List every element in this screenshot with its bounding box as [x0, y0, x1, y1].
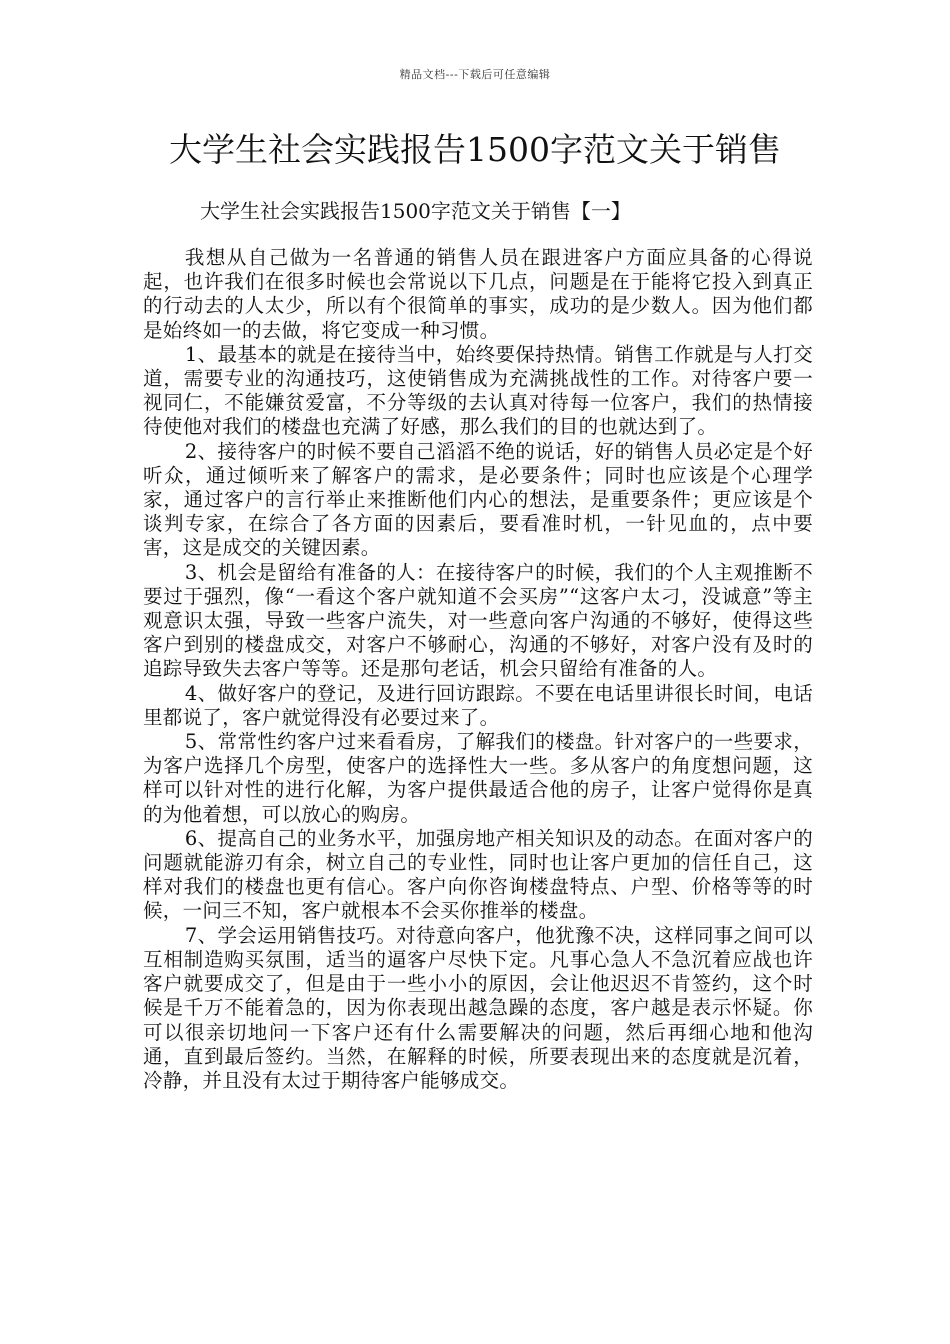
paragraph-point-3: 3、机会是留给有准备的人：在接待客户的时候，我们的个人主观推断不要过于强烈，像“一看这个客户就知道不会买房”“这客户太刁，没诚意”等主观意识太强，导致一些客户流失，对一些意向客户沟通的不够好，使得这些客户到别的楼盘成交，对客户不够耐心，沟通的不够好，对客户没有及时的追踪导致失去客户等等。还是那句老话，机会只留给有准备的人。: [143, 560, 813, 681]
paragraph-point-7: 7、学会运用销售技巧。对待意向客户，他犹豫不决，这样同事之间可以互相制造购买氛围，适当的逼客户尽快下定。凡事心急人不急沉着应战也许客户就要成交了，但是由于一些小小的原因，会让他迟迟不肯签约，这个时候是千万不能着急的，因为你表现出越急躁的态度，客户越是表示怀疑。你可以很亲切地问一下客户还有什么需要解决的问题，然后再细心地和他沟通，直到最后签约。当然，在解释的时候，所要表现出来的态度就是沉着，冷静，并且没有太过于期待客户能够成交。: [143, 923, 813, 1092]
document-title: 大学生社会实践报告1500字范文关于销售: [169, 130, 781, 169]
document-body: [143, 246, 813, 1093]
document-subtitle: 大学生社会实践报告1500字范文关于销售【一】: [200, 199, 631, 223]
paragraph-point-6: 6、提高自己的业务水平，加强房地产相关知识及的动态。在面对客户的问题就能游刃有余，树立自己的专业性，同时也让客户更加的信任自己，这样对我们的楼盘也更有信心。客户向你咨询楼盘特点、户型、价格等等的时候，一问三不知，客户就根本不会买你推举的楼盘。: [143, 826, 813, 923]
paragraph-point-1: 1、最基本的就是在接待当中，始终要保持热情。销售工作就是与人打交道，需要专业的沟通技巧，这使销售成为充满挑战性的工作。对待客户要一视同仁，不能嫌贫爱富，不分等级的去认真对待每一位客户，我们的热情接待使他对我们的楼盘也充满了好感，那么我们的目的也就达到了。: [143, 342, 813, 439]
paragraph-point-2: 2、接待客户的时候不要自己滔滔不绝的说话，好的销售人员必定是个好听众，通过倾听来了解客户的需求，是必要条件；同时也应该是个心理学家，通过客户的言行举止来推断他们内心的想法，是重要条件；更应该是个谈判专家，在综合了各方面的因素后，要看准时机，一针见血的，点中要害，这是成交的关键因素。: [143, 439, 813, 560]
paragraph-intro: 我想从自己做为一名普通的销售人员在跟进客户方面应具备的心得说起，也许我们在很多时候也会常说以下几点，问题是在于能将它投入到真正的行动去的人太少，所以有个很简单的事实，成功的是少数人。因为他们都是始终如一的去做，将它变成一种习惯。: [143, 246, 813, 342]
paragraph-point-4: 4、做好客户的登记，及进行回访跟踪。不要在电话里讲很长时间，电话里都说了，客户就觉得没有必要过来了。: [143, 681, 813, 729]
header-note: 精品文档---下载后可任意编辑: [399, 68, 551, 81]
paragraph-point-5: 5、常常性约客户过来看看房，了解我们的楼盘。针对客户的一些要求，为客户选择几个房型，使客户的选择性大一些。多从客户的角度想问题，这样可以针对性的进行化解，为客户提供最适合他的房子，让客户觉得你是真的为他着想，可以放心的购房。: [143, 730, 813, 826]
